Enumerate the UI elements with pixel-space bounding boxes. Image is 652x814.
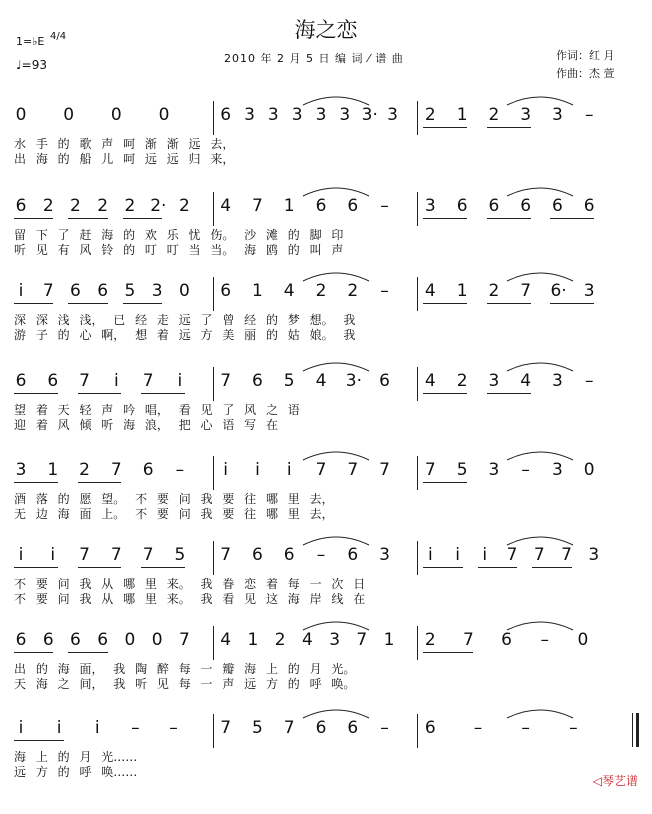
note: 6 [347,545,359,565]
note: – [380,196,389,216]
note: 7 [252,196,263,216]
barline [213,192,214,226]
note: 6 [220,281,232,301]
note: i [223,460,229,480]
note: 0 [583,460,595,480]
note: 4 [283,281,295,301]
beam-underline [14,652,53,653]
slur-path [303,188,369,196]
note: 7 [356,630,368,650]
beam-underline [14,567,58,568]
barline [417,192,418,226]
slur-path [303,363,369,371]
beam-underline [78,567,122,568]
lyrics-verse-1: 不 要 问 我 从 哪 里 来。 我 眷 恋 着 每 一 次 日 [14,577,366,591]
barline [213,714,214,748]
slur [301,448,371,462]
note: 7 [220,718,232,738]
note: 2· [150,196,167,216]
note: 7 [506,545,518,565]
note: 1 [47,460,59,480]
barline [213,101,214,135]
beam-underline [423,482,467,483]
lyrics-verse-1: 留 下 了 赶 海 的 欢 乐 忧 伤。 沙 滩 的 脚 印 [14,228,344,242]
note: 6 [488,196,500,216]
note: 0 [63,105,75,125]
note: 7 [379,460,390,480]
note: – [131,718,140,738]
slur-path [303,537,369,545]
slur-path [303,710,369,718]
note: 6 [15,630,27,650]
tempo-marking: ♩=93 [16,58,47,72]
note: 0 [124,630,136,650]
note: 6 [97,630,109,650]
note: 2 [97,196,109,216]
note: 7 [142,371,154,391]
note: 5 [283,371,295,391]
slur [301,184,371,198]
beam-underline [423,652,473,653]
beam-underline [423,218,467,219]
note: i [286,460,292,480]
note: 6 [15,196,27,216]
beam-underline [68,303,107,304]
note: 0 [179,281,190,301]
date-credit: 2010 年 2 月 5 日 编 词 ⁄ 谱 曲 [224,52,404,65]
barline [417,626,418,660]
beam-underline [123,303,162,304]
note: 5 [456,460,468,480]
note: 7 [142,545,154,565]
note: i [94,718,100,738]
note: 2 [315,281,327,301]
note: 6 [456,196,468,216]
note: 6 [424,718,436,738]
note: 3 [244,105,255,125]
barline [417,367,418,401]
note: 4 [424,371,436,391]
note: i [482,545,488,565]
note: 3 [291,105,303,125]
note: 5 [252,718,263,738]
note: i [113,371,119,391]
note: 6 [70,281,81,301]
lyrics-verse-1: 海 上 的 月 光…… [14,750,138,764]
beam-underline [14,393,58,394]
note: 1 [456,105,468,125]
barline [213,541,214,575]
note: 6 [379,371,390,391]
beam-underline [423,393,467,394]
note: 4 [315,371,327,391]
note: – [175,460,185,480]
note: – [521,718,530,738]
note: i [18,545,24,565]
note: 7 [533,545,545,565]
slur [505,533,575,547]
note: 2 [179,196,190,216]
key-signature: 1=♭E [16,35,45,48]
note: 6 [142,460,154,480]
note: 4 [520,371,532,391]
note: 6 [47,371,59,391]
lyricist-credit: 作词：红 月 [556,49,615,62]
note: 2 [424,630,436,650]
beam-underline [487,127,531,128]
note: 7 [110,545,122,565]
note: – [584,371,594,391]
slur-path [507,188,573,196]
time-signature: 4/4 [50,31,67,42]
note: 6 [97,281,109,301]
note: 3 [315,105,327,125]
note: 2 [424,105,436,125]
watermark-logo [593,772,638,789]
note: i [18,281,24,301]
note: 6 [70,630,81,650]
note: 6 [552,196,563,216]
note: 7 [463,630,474,650]
note: 4 [220,630,232,650]
note: 3· [361,105,378,125]
note: i [56,718,62,738]
beam-underline [14,303,53,304]
note: 5 [174,545,186,565]
note: i [18,718,24,738]
note: 3 [552,105,563,125]
note: 6 [42,630,54,650]
note: 3 [488,371,500,391]
music-system [0,718,652,814]
slur [505,93,575,107]
note: 7 [347,460,359,480]
note: 7 [179,630,190,650]
slur-path [507,97,573,105]
slur [301,706,371,720]
song-title: 海之恋 [294,18,358,42]
note: – [540,630,549,650]
note: 7 [220,371,232,391]
lyrics-verse-1: 望 着 天 轻 声 吟 唱， 看 见 了 风 之 语 [14,403,300,417]
barline [417,541,418,575]
note: 7 [220,545,232,565]
beam-underline [423,303,467,304]
note: 7 [110,460,122,480]
slur [301,533,371,547]
note: 3 [387,105,398,125]
note: 3 [267,105,279,125]
note: 7 [520,281,532,301]
end-barline-thin [632,713,633,747]
note: i [50,545,56,565]
note: 7 [424,460,436,480]
note: 4 [424,281,436,301]
note: – [169,718,178,738]
note: 2 [274,630,286,650]
slur [505,706,575,720]
note: – [584,105,594,125]
logo-icon: ◁ [592,774,602,788]
lyrics-verse-1: 水 手 的 歌 声 呵 渐 渐 远 去， [14,137,235,151]
note: 6 [315,196,327,216]
note: – [569,718,578,738]
slur-path [303,273,369,281]
beam-underline [487,218,531,219]
note: i [455,545,460,565]
note: 3 [339,105,351,125]
slur [505,618,575,632]
note: 0 [110,105,122,125]
slur [505,448,575,462]
note: 2 [79,460,90,480]
note: – [473,718,483,738]
note: 2 [124,196,136,216]
note: 4 [301,630,313,650]
note: 6 [283,545,295,565]
note: 6 [252,371,263,391]
note: 1 [247,630,259,650]
lyrics-verse-1: 深 深 浅 浅， 已 经 走 远 了 曾 经 的 梦 想。 我 [14,313,356,327]
beam-underline [123,218,162,219]
note: 0 [158,105,170,125]
slur [301,618,371,632]
lyrics-verse-2: 不 要 问 我 从 哪 里 来。 我 看 见 这 海 岸 线 在 [14,592,366,606]
note: 1 [252,281,263,301]
slur [505,269,575,283]
note: 3 [329,630,341,650]
slur-path [303,97,369,105]
note: 3 [151,281,163,301]
note: 6 [220,105,232,125]
slur-path [507,363,573,371]
lyrics-verse-2: 远 方 的 呼 唤…… [14,765,138,779]
note: i [177,371,183,391]
barline [417,456,418,490]
note: 2 [42,196,54,216]
note: 2 [456,371,468,391]
beam-underline [68,218,107,219]
slur-path [303,452,369,460]
note: 1 [383,630,395,650]
slur [505,359,575,373]
note: 0 [577,630,589,650]
note: 7 [42,281,54,301]
note: 4 [220,196,232,216]
lyrics-verse-2: 无 边 海 面 上。 不 要 问 我 要 往 哪 里 去， [14,507,334,521]
note: 3 [488,460,500,480]
note: 1 [456,281,468,301]
beam-underline [141,567,185,568]
lyrics-verse-2: 天 海 之 间， 我 听 见 每 一 声 远 方 的 呼 唤。 [14,677,356,691]
note: 2 [488,281,500,301]
note: 7 [315,460,327,480]
beam-underline [423,127,467,128]
note: 6 [315,718,327,738]
note: 2 [488,105,500,125]
beam-underline [478,567,517,568]
note: i [255,460,260,480]
barline [213,626,214,660]
note: 0 [15,105,27,125]
note: – [380,281,389,301]
beam-underline [14,482,58,483]
note: i [427,545,433,565]
beam-underline [550,303,594,304]
note: 7 [283,718,295,738]
note: 3 [552,460,563,480]
lyrics-verse-1: 出 的 海 面， 我 陶 醉 每 一 瓣 海 上 的 月 光。 [14,662,356,676]
composer-credit: 作曲：杰 萱 [556,67,615,80]
beam-underline [141,393,185,394]
note: 6 [520,196,532,216]
lyrics-verse-2: 迎 着 风 倾 听 海 浪， 把 心 语 写 在 [14,418,278,432]
note: – [521,460,530,480]
note: 3 [588,545,600,565]
note: 6 [347,718,359,738]
slur [301,93,371,107]
slur [301,269,371,283]
note: 3 [520,105,532,125]
beam-underline [532,567,571,568]
note: 6 [252,545,263,565]
slur-path [507,710,573,718]
note: 1 [283,196,295,216]
note: 6 [347,196,359,216]
slur-path [507,273,573,281]
note: – [380,718,389,738]
lyrics-verse-2: 听 见 有 风 铃 的 叮 叮 当 当。 海 鸥 的 叫 声 [14,243,344,257]
lyrics-verse-1: 酒 落 的 愿 望。 不 要 问 我 要 往 哪 里 去， [14,492,334,506]
beam-underline [68,652,107,653]
beam-underline [423,567,462,568]
note: 3 [15,460,27,480]
end-barline-thick [636,713,639,747]
watermark-text: 琴艺谱 [601,774,638,788]
beam-underline [487,303,531,304]
note: 7 [561,545,572,565]
note: 6 [583,196,595,216]
beam-underline [550,218,594,219]
slur-path [507,537,573,545]
note: 3 [424,196,436,216]
barline [213,456,214,490]
slur-path [303,622,369,630]
note: 6 [15,371,27,391]
note: 5 [124,281,136,301]
barline [417,714,418,748]
note: 2 [70,196,81,216]
beam-underline [78,393,122,394]
slur [301,359,371,373]
note: 3· [345,371,362,391]
slur-path [507,622,573,630]
slur [505,184,575,198]
barline [213,367,214,401]
note: 0 [151,630,163,650]
slur-path [507,452,573,460]
note: – [316,545,326,565]
note: 6 [501,630,512,650]
barline [213,277,214,311]
note: 6· [550,281,567,301]
note: 3 [379,545,390,565]
beam-underline [14,218,53,219]
note: 2 [347,281,359,301]
barline [417,277,418,311]
barline [417,101,418,135]
beam-underline [487,393,531,394]
note: 3 [583,281,595,301]
note: 7 [79,545,90,565]
lyrics-verse-2: 游 子 的 心 啊， 想 着 远 方 美 丽 的 姑 娘。 我 [14,328,356,342]
note: 3 [552,371,563,391]
note: 7 [79,371,90,391]
lyrics-verse-2: 出 海 的 船 儿 呵 远 远 归 来， [14,152,235,166]
beam-underline [78,482,122,483]
beam-underline [14,740,64,741]
